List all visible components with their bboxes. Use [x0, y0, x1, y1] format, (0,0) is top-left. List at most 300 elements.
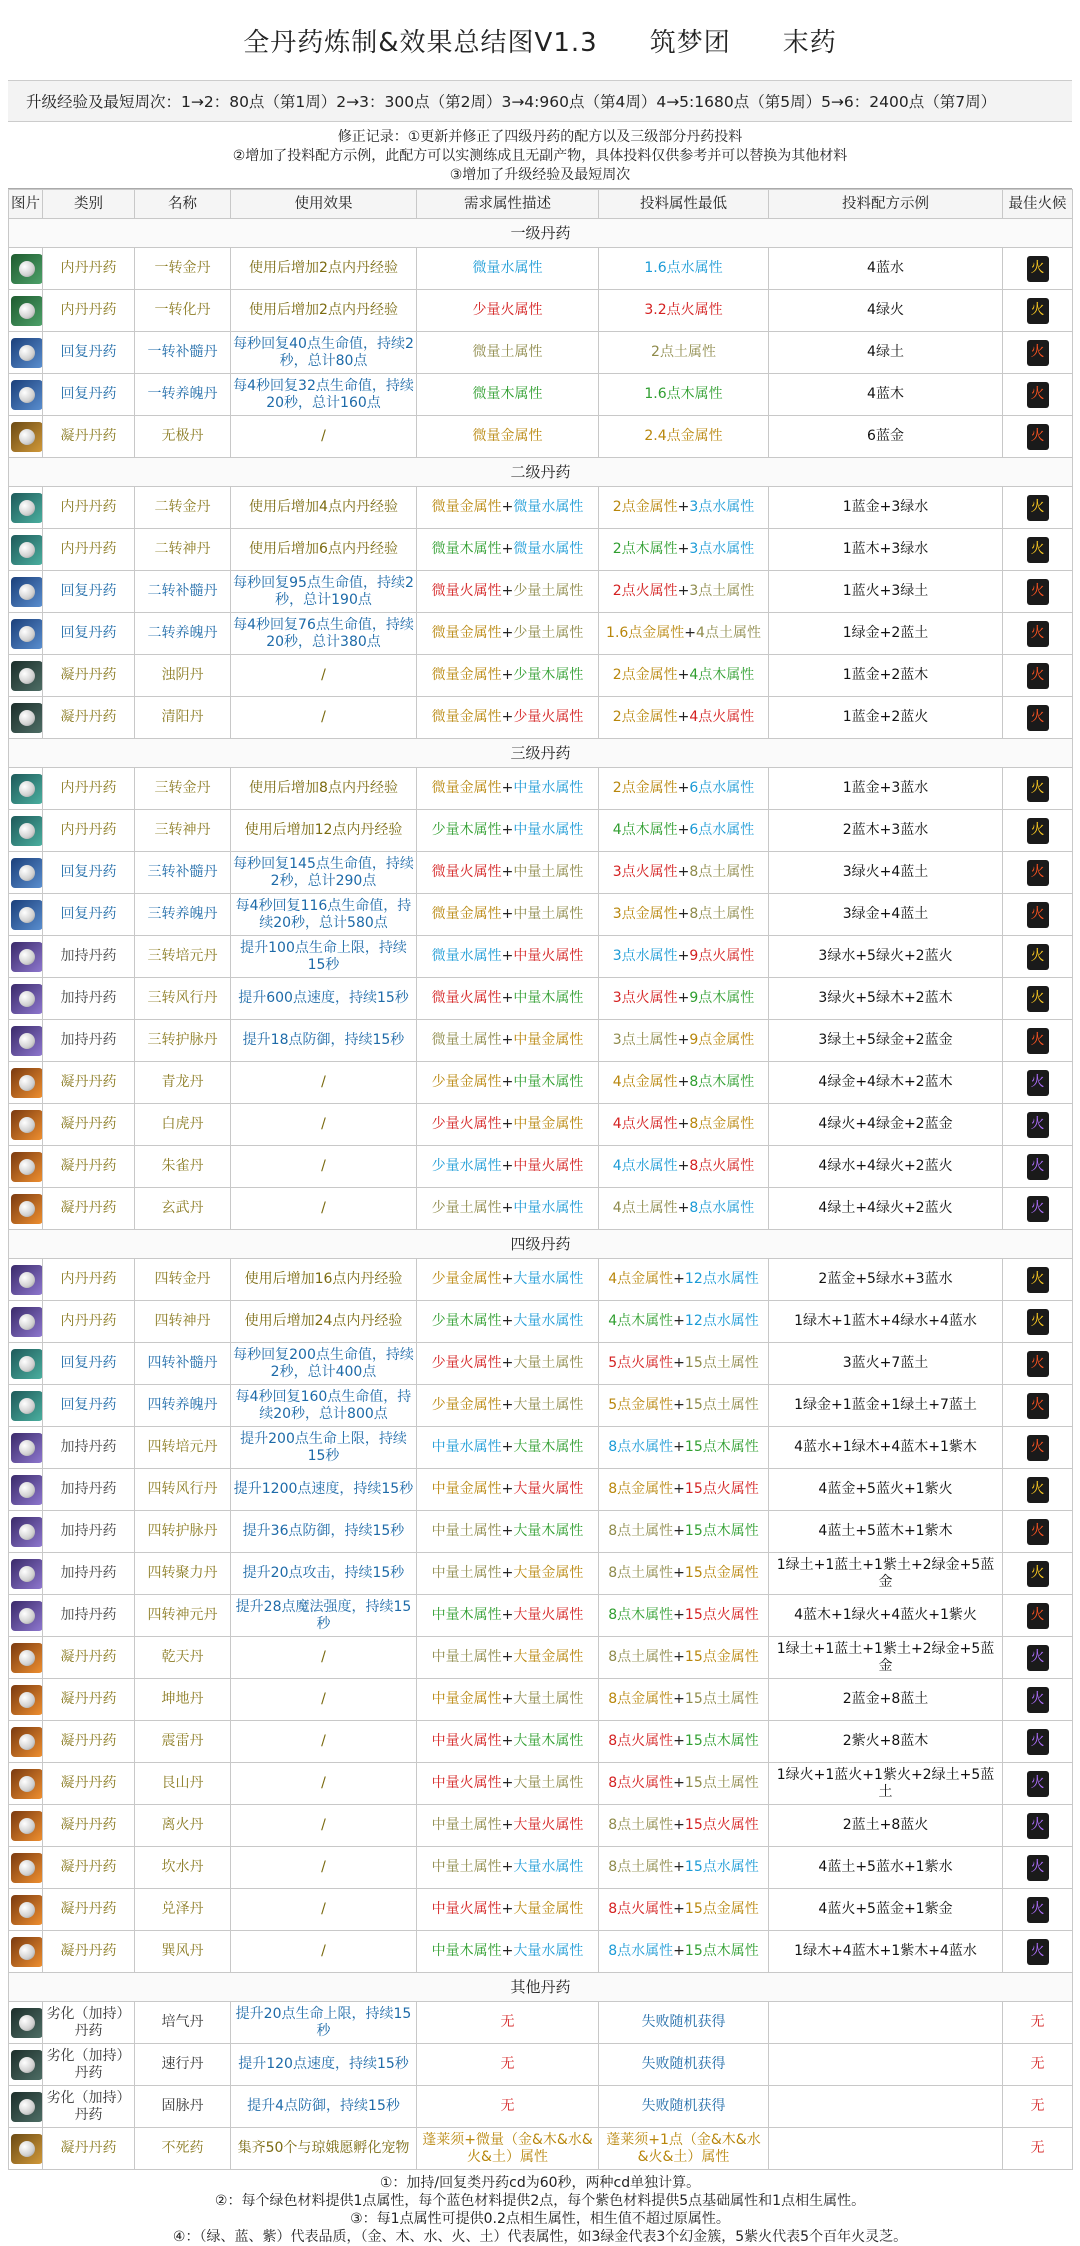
table-row — [9, 697, 1073, 739]
attr-part: 8点火属性 — [608, 1901, 674, 1917]
pill-image-cell — [9, 1931, 43, 1973]
table-row — [9, 1889, 1073, 1931]
minimum-cell — [599, 894, 769, 936]
minimum-cell — [599, 768, 769, 810]
attr-part: + — [677, 1074, 690, 1090]
attr-part: 失败随机获得 — [641, 2098, 726, 2114]
pill-orb-icon — [19, 2099, 35, 2115]
pill-effect: 使用后增加2点内丹经验 — [231, 290, 417, 332]
requirement-cell — [417, 978, 599, 1020]
attr-part: 无 — [500, 2056, 515, 2072]
pill-category: 回复丹药 — [43, 852, 135, 894]
attr-part: 8点土属性 — [608, 1523, 674, 1539]
pill-image-cell — [9, 2128, 43, 2170]
pill-effect: 提升100点生命上限，持续15秒 — [231, 936, 417, 978]
pill-orb-icon — [19, 1272, 35, 1288]
attr-part: 8点土属性 — [608, 1817, 674, 1833]
pill-effect: / — [231, 1188, 417, 1230]
attr-part: 中量土属性 — [513, 864, 584, 880]
requirement-cell — [417, 894, 599, 936]
recipe-cell — [769, 2128, 1003, 2170]
requirement-cell — [417, 1679, 599, 1721]
pill-icon — [11, 1152, 43, 1182]
attr-part: + — [673, 1775, 685, 1791]
attr-part: 微量水属性 — [513, 541, 584, 557]
pill-icon — [11, 2134, 43, 2164]
attr-part: 4点木属性 — [689, 667, 755, 683]
pill-category: 加持丹药 — [43, 1469, 135, 1511]
attr-part: + — [677, 1032, 690, 1048]
fire-cell — [1003, 1427, 1073, 1469]
revision-notes — [8, 122, 1072, 189]
pill-effect: 提升1200点速度，持续15秒 — [231, 1469, 417, 1511]
requirement-cell — [417, 1146, 599, 1188]
pill-image-cell — [9, 1637, 43, 1679]
attr-part: 2点金属性 — [612, 667, 678, 683]
pill-name: 朱雀丹 — [135, 1146, 231, 1188]
flame-icon: 火 — [1027, 1855, 1049, 1881]
minimum-cell — [599, 487, 769, 529]
requirement-cell — [417, 1889, 599, 1931]
attr-part: 1.6点木属性 — [644, 386, 723, 402]
requirement-cell — [417, 2002, 599, 2044]
table-row — [9, 1104, 1073, 1146]
pill-icon — [11, 1307, 43, 1337]
requirement-cell — [417, 1343, 599, 1385]
requirement-cell — [417, 571, 599, 613]
table-row — [9, 1146, 1073, 1188]
pill-icon — [11, 1727, 43, 1757]
attr-part: 中量土属性 — [431, 1649, 502, 1665]
table-row — [9, 529, 1073, 571]
attr-part: 中量金属性 — [431, 1481, 502, 1497]
attr-part: 中量火属性 — [431, 1775, 502, 1791]
requirement-cell — [417, 1805, 599, 1847]
attr-part: 15点水属性 — [684, 1859, 759, 1875]
pill-icon — [11, 2092, 43, 2122]
pill-icon — [11, 1517, 43, 1547]
attr-part: 8点木属性 — [689, 1074, 755, 1090]
pill-effect: 提升600点速度，持续15秒 — [231, 978, 417, 1020]
flame-icon: 火 — [1027, 944, 1049, 970]
attr-part: + — [501, 1116, 514, 1132]
flame-icon: 火 — [1027, 1477, 1049, 1503]
attr-part: 8点水属性 — [608, 1943, 674, 1959]
fire-cell — [1003, 2128, 1073, 2170]
pill-effect: / — [231, 1721, 417, 1763]
attr-part: 微量土属性 — [472, 344, 543, 360]
pill-icon — [11, 1265, 43, 1295]
attr-part: 3点火属性 — [612, 990, 678, 1006]
pill-image-cell — [9, 1104, 43, 1146]
title-author: 末药 — [782, 27, 837, 58]
pill-icon — [11, 254, 43, 284]
pill-orb-icon — [19, 303, 35, 319]
fire-cell — [1003, 1721, 1073, 1763]
pill-name: 青龙丹 — [135, 1062, 231, 1104]
attr-part: 1.6点水属性 — [644, 260, 723, 276]
fire-cell — [1003, 529, 1073, 571]
attr-part: 微量金属性 — [431, 709, 502, 725]
table-row — [9, 1343, 1073, 1385]
pill-orb-icon — [19, 668, 35, 684]
attr-part: + — [677, 667, 690, 683]
page — [8, 0, 1072, 2246]
attr-part: 8点金属性 — [608, 1691, 674, 1707]
recipe-cell: 2紫火+8蓝木 — [769, 1721, 1003, 1763]
flame-icon: 火 — [1027, 621, 1049, 647]
pill-effect: 提升4点防御，持续15秒 — [231, 2086, 417, 2128]
attr-part: 中量土属性 — [431, 1817, 502, 1833]
minimum-cell — [599, 290, 769, 332]
pill-effect: 提升20点生命上限，持续15秒 — [231, 2002, 417, 2044]
pill-category: 劣化（加持）丹药 — [43, 2086, 135, 2128]
attr-part: 大量土属性 — [513, 1355, 584, 1371]
fire-cell — [1003, 1062, 1073, 1104]
pill-name: 四转神丹 — [135, 1301, 231, 1343]
minimum-cell — [599, 1931, 769, 1973]
pill-orb-icon — [19, 710, 35, 726]
flame-icon: 火 — [1027, 986, 1049, 1012]
pill-icon — [11, 1110, 43, 1140]
attr-part: + — [501, 1607, 514, 1623]
attr-part: 2.4点金属性 — [644, 428, 723, 444]
pill-category: 凝丹丹药 — [43, 1931, 135, 1973]
fire-cell — [1003, 1763, 1073, 1805]
pill-image-cell — [9, 655, 43, 697]
pill-category: 加持丹药 — [43, 1553, 135, 1595]
pill-icon — [11, 703, 43, 733]
pill-icon — [11, 2008, 43, 2038]
pill-image-cell — [9, 936, 43, 978]
pill-name: 二转补髓丹 — [135, 571, 231, 613]
pill-name: 四转神元丹 — [135, 1595, 231, 1637]
requirement-cell — [417, 1188, 599, 1230]
fire-cell — [1003, 1020, 1073, 1062]
pill-image-cell — [9, 697, 43, 739]
attr-part: 中量金属性 — [431, 1691, 502, 1707]
attr-part: 15点金属性 — [684, 1565, 759, 1581]
pill-orb-icon — [19, 1608, 35, 1624]
pill-icon — [11, 1769, 43, 1799]
recipe-cell: 1绿木+4蓝木+1紫木+4蓝水 — [769, 1931, 1003, 1973]
fire-cell — [1003, 248, 1073, 290]
pill-category: 内丹丹药 — [43, 1301, 135, 1343]
fire-cell — [1003, 1847, 1073, 1889]
fire-cell — [1003, 810, 1073, 852]
pill-orb-icon — [19, 1117, 35, 1133]
pill-image-cell — [9, 529, 43, 571]
minimum-cell — [599, 529, 769, 571]
fire-cell — [1003, 1637, 1073, 1679]
fire-cell — [1003, 374, 1073, 416]
fire-cell — [1003, 1301, 1073, 1343]
attr-part: 3点水属性 — [612, 948, 678, 964]
table-row — [9, 571, 1073, 613]
attr-part: + — [673, 1439, 685, 1455]
attr-part: 15点火属性 — [684, 1817, 759, 1833]
attr-part: + — [501, 541, 514, 557]
attr-part: + — [501, 625, 514, 641]
attr-part: 少量火属性 — [431, 1355, 502, 1371]
attr-part: + — [501, 948, 514, 964]
minimum-cell — [599, 1679, 769, 1721]
attr-part: 少量土属性 — [513, 583, 584, 599]
attr-part: 微量火属性 — [431, 864, 502, 880]
recipe-cell: 1蓝金+2蓝火 — [769, 697, 1003, 739]
pill-orb-icon — [19, 1524, 35, 1540]
attr-part: 大量木属性 — [513, 1733, 584, 1749]
attr-part: + — [501, 1733, 514, 1749]
pill-effect: / — [231, 1104, 417, 1146]
flame-icon: 火 — [1027, 1196, 1049, 1222]
attr-part: + — [501, 1943, 514, 1959]
attr-part: 4点木属性 — [612, 822, 678, 838]
recipe-cell: 6蓝金 — [769, 416, 1003, 458]
attr-part: 8点火属性 — [608, 1775, 674, 1791]
pill-image-cell — [9, 613, 43, 655]
pill-image-cell — [9, 1146, 43, 1188]
flame-icon: 火 — [1027, 776, 1049, 802]
minimum-cell — [599, 1721, 769, 1763]
requirement-cell — [417, 1847, 599, 1889]
pill-name: 一转养魄丹 — [135, 374, 231, 416]
attr-part: 15点金属性 — [684, 1649, 759, 1665]
requirement-cell — [417, 1511, 599, 1553]
attr-part: + — [501, 1481, 514, 1497]
pill-orb-icon — [19, 1314, 35, 1330]
attr-part: + — [501, 667, 514, 683]
table-row — [9, 894, 1073, 936]
pill-orb-icon — [19, 1944, 35, 1960]
pill-name: 三转养魄丹 — [135, 894, 231, 936]
attr-part: + — [501, 1439, 514, 1455]
attr-part: 15点土属性 — [684, 1691, 759, 1707]
attr-part: + — [677, 1158, 690, 1174]
pill-category: 内丹丹药 — [43, 290, 135, 332]
pill-icon — [11, 619, 43, 649]
pill-icon — [11, 493, 43, 523]
pill-category: 回复丹药 — [43, 1343, 135, 1385]
pill-category: 加持丹药 — [43, 1511, 135, 1553]
pill-orb-icon — [19, 1033, 35, 1049]
attr-part: 大量土属性 — [513, 1397, 584, 1413]
attr-part: + — [673, 1313, 685, 1329]
fire-cell — [1003, 613, 1073, 655]
pill-orb-icon — [19, 1860, 35, 1876]
pill-orb-icon — [19, 2141, 35, 2157]
pill-icon — [11, 858, 43, 888]
pill-icon — [11, 1391, 43, 1421]
attr-part: + — [501, 1691, 514, 1707]
pill-icon — [11, 816, 43, 846]
table-row — [9, 2128, 1073, 2170]
footnote: ④：（绿、蓝、紫）代表品质，（金、木、水、火、土）代表属性，如3绿金代表3个幻金簇，5紫火代表5个百年火灵芝。 — [172, 2229, 908, 2245]
pill-image-cell — [9, 852, 43, 894]
pill-effect: / — [231, 1637, 417, 1679]
pill-orb-icon — [19, 1201, 35, 1217]
requirement-cell — [417, 1104, 599, 1146]
pill-icon — [11, 296, 43, 326]
fire-cell — [1003, 571, 1073, 613]
requirement-cell — [417, 852, 599, 894]
pill-name: 清阳丹 — [135, 697, 231, 739]
section-header — [9, 1973, 1073, 2002]
pill-icon — [11, 577, 43, 607]
requirement-cell — [417, 1259, 599, 1301]
pill-icon — [11, 1349, 43, 1379]
section-title: 四级丹药 — [9, 1230, 1073, 1259]
pill-image-cell — [9, 1847, 43, 1889]
attr-part: 3点水属性 — [689, 499, 755, 515]
table-row — [9, 2002, 1073, 2044]
pill-category: 加持丹药 — [43, 1020, 135, 1062]
pill-category: 凝丹丹药 — [43, 1104, 135, 1146]
pill-category: 凝丹丹药 — [43, 655, 135, 697]
table-body — [9, 219, 1073, 2170]
requirement-cell — [417, 2044, 599, 2086]
attr-part: 8点土属性 — [608, 1649, 674, 1665]
attr-part: 8点金属性 — [689, 1116, 755, 1132]
flame-icon: 火 — [1027, 1519, 1049, 1545]
pill-name: 三转培元丹 — [135, 936, 231, 978]
attr-part: + — [677, 1116, 690, 1132]
fire-cell — [1003, 1259, 1073, 1301]
attr-part: 大量木属性 — [513, 1523, 584, 1539]
table-row — [9, 2044, 1073, 2086]
pill-icon — [11, 1601, 43, 1631]
recipe-cell: 2蓝土+8蓝火 — [769, 1805, 1003, 1847]
pill-category: 凝丹丹药 — [43, 1062, 135, 1104]
attr-part: 大量木属性 — [513, 1439, 584, 1455]
pill-icon — [11, 2050, 43, 2080]
pill-name: 无极丹 — [135, 416, 231, 458]
footnote: ②：每个绿色材料提供1点属性，每个蓝色材料提供2点，每个紫色材料提供5点基础属性和1点相生属性。 — [214, 2193, 866, 2209]
attr-part: 3点水属性 — [689, 541, 755, 557]
fire-cell — [1003, 1595, 1073, 1637]
revision-line: ③增加了升级经验及最短周次 — [449, 167, 631, 183]
table-row — [9, 852, 1073, 894]
minimum-cell — [599, 1889, 769, 1931]
pill-orb-icon — [19, 949, 35, 965]
pill-image-cell — [9, 1427, 43, 1469]
minimum-cell — [599, 1301, 769, 1343]
attr-part: 大量土属性 — [513, 1691, 584, 1707]
recipe-cell: 1蓝金+2蓝木 — [769, 655, 1003, 697]
pill-image-cell — [9, 894, 43, 936]
attr-part: 1.6点金属性 — [606, 625, 685, 641]
section-header — [9, 219, 1073, 248]
pill-effect: / — [231, 697, 417, 739]
pill-effect: 集齐50个与琼娥愿孵化宠物 — [231, 2128, 417, 2170]
fire-cell — [1003, 416, 1073, 458]
attr-part: 15点火属性 — [684, 1607, 759, 1623]
pill-category: 内丹丹药 — [43, 529, 135, 571]
attr-part: + — [673, 1691, 685, 1707]
fire-cell — [1003, 1385, 1073, 1427]
attr-part: 5点火属性 — [608, 1355, 674, 1371]
pill-name: 四转养魄丹 — [135, 1385, 231, 1427]
flame-icon: 火 — [1027, 340, 1049, 366]
minimum-cell — [599, 1062, 769, 1104]
pill-category: 凝丹丹药 — [43, 1146, 135, 1188]
attr-part: 中量金属性 — [513, 1032, 584, 1048]
flame-icon: 火 — [1027, 1771, 1049, 1797]
flame-icon: 火 — [1027, 860, 1049, 886]
requirement-cell — [417, 2128, 599, 2170]
attr-part: 大量水属性 — [513, 1313, 584, 1329]
requirement-cell — [417, 2086, 599, 2128]
pill-name: 三转金丹 — [135, 768, 231, 810]
attr-part: 中量火属性 — [513, 1158, 584, 1174]
attr-part: 大量水属性 — [513, 1271, 584, 1287]
attr-part: 4点水属性 — [612, 1158, 678, 1174]
table-row — [9, 1721, 1073, 1763]
pill-category: 内丹丹药 — [43, 810, 135, 852]
minimum-cell — [599, 1847, 769, 1889]
pill-orb-icon — [19, 2015, 35, 2031]
pill-icon — [11, 1643, 43, 1673]
attr-part: + — [501, 583, 514, 599]
attr-part: + — [501, 1074, 514, 1090]
recipe-cell: 4绿水+4绿火+2蓝火 — [769, 1146, 1003, 1188]
flame-icon: 火 — [1027, 1112, 1049, 1138]
pill-category: 回复丹药 — [43, 1385, 135, 1427]
pill-name: 三转补髓丹 — [135, 852, 231, 894]
fire-cell — [1003, 2002, 1073, 2044]
attr-part: 少量木属性 — [431, 1313, 502, 1329]
recipe-cell: 4蓝水 — [769, 248, 1003, 290]
section-title: 二级丹药 — [9, 458, 1073, 487]
attr-part: 少量金属性 — [431, 1074, 502, 1090]
recipe-cell: 1绿火+1蓝火+1紫火+2绿土+5蓝土 — [769, 1763, 1003, 1805]
recipe-cell: 2蓝金+8蓝土 — [769, 1679, 1003, 1721]
fire-none: 无 — [1030, 2056, 1045, 2072]
attr-part: 15点土属性 — [684, 1397, 759, 1413]
fire-cell — [1003, 1469, 1073, 1511]
upgrade-info: 升级经验及最短周次：1→2：80点（第1周）2→3：300点（第2周）3→4:960点（第4周）4→5:1680点（第5周）5→6：2400点（第7周） — [8, 81, 1072, 122]
section-header — [9, 458, 1073, 487]
pill-orb-icon — [19, 1566, 35, 1582]
pill-image-cell — [9, 374, 43, 416]
pill-name: 乾天丹 — [135, 1637, 231, 1679]
attr-part: 中量火属性 — [513, 948, 584, 964]
pill-category: 凝丹丹药 — [43, 1637, 135, 1679]
pill-effect: 每4秒回复160点生命值，持续20秒，总计800点 — [231, 1385, 417, 1427]
table-row — [9, 1931, 1073, 1973]
pill-name: 坎水丹 — [135, 1847, 231, 1889]
attr-part: + — [501, 1859, 514, 1875]
recipe-cell: 1蓝木+3绿水 — [769, 529, 1003, 571]
attr-part: + — [501, 1158, 514, 1174]
attr-part: + — [677, 864, 690, 880]
flame-icon: 火 — [1027, 1393, 1049, 1419]
attr-part: 无 — [500, 2098, 515, 2114]
pill-name: 二转金丹 — [135, 487, 231, 529]
minimum-cell — [599, 810, 769, 852]
attr-part: 微量水属性 — [431, 948, 502, 964]
attr-part: 中量水属性 — [513, 1200, 584, 1216]
fire-none: 无 — [1030, 2014, 1045, 2030]
pill-effect: 提升36点防御，持续15秒 — [231, 1511, 417, 1553]
table-row — [9, 936, 1073, 978]
pill-effect: / — [231, 416, 417, 458]
requirement-cell — [417, 1763, 599, 1805]
pill-category: 凝丹丹药 — [43, 1763, 135, 1805]
attr-part: 微量金属性 — [431, 499, 502, 515]
recipe-cell: 4蓝金+5蓝火+1紫火 — [769, 1469, 1003, 1511]
fire-cell — [1003, 697, 1073, 739]
